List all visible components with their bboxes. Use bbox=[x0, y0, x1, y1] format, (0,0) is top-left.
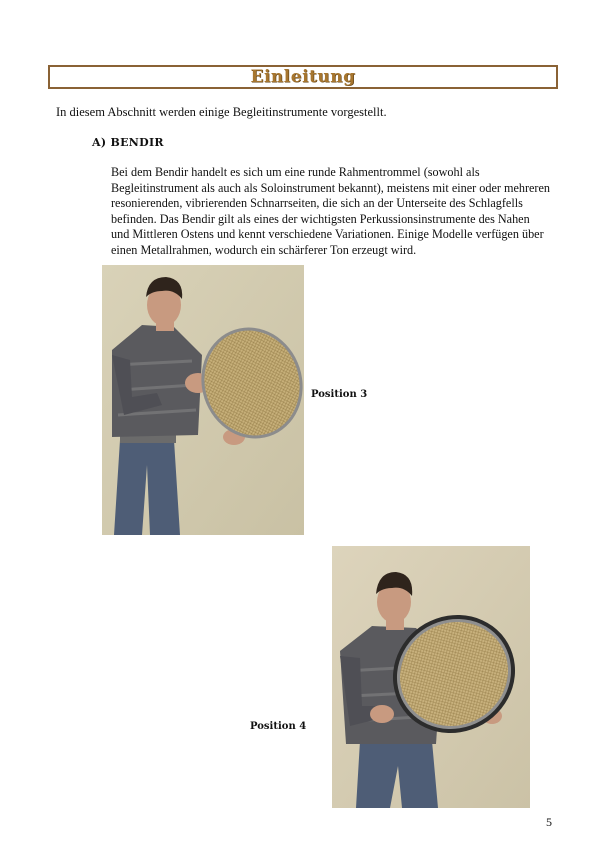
photo-position-4 bbox=[332, 546, 530, 808]
paragraph-line: befinden. Das Bendir gilt als eines der wichtigsten Perkussionsinstrumente des Nahen bbox=[111, 211, 530, 226]
paragraph-line: Bei dem Bendir handelt es sich um eine runde Rahmentrommel (sowohl als bbox=[111, 165, 480, 179]
paragraph-line: und Mittleren Ostens und kennt verschiedene Variationen. Einige Modelle verfügen über bbox=[111, 227, 544, 242]
paragraph-line: resonierenden, vibrierenden Schnarrseiten, die sich an der Unterseite des Schlagfells bbox=[111, 196, 523, 211]
page-number: 5 bbox=[546, 815, 552, 829]
paragraph-line: Begleitinstrument als auch als Soloinstrument bekannt), meistens mit einer oder mehreren bbox=[111, 180, 550, 195]
figure-caption-position-3: Position 3 bbox=[311, 389, 368, 400]
section-heading: A) BENDIR bbox=[92, 136, 164, 149]
figure-caption-position-4: Position 4 bbox=[250, 721, 307, 732]
page-title: Einleitung bbox=[250, 67, 356, 87]
section-title-box bbox=[48, 65, 558, 89]
photo-position-3 bbox=[102, 265, 304, 535]
paragraph-line: einen Metallrahmen, wodurch ein schärferer Ton erzeugt wird. bbox=[111, 242, 417, 257]
intro-text: In diesem Abschnitt werden einige Begleitinstrumente vorgestellt. bbox=[56, 105, 387, 119]
bendir-description bbox=[111, 165, 571, 259]
